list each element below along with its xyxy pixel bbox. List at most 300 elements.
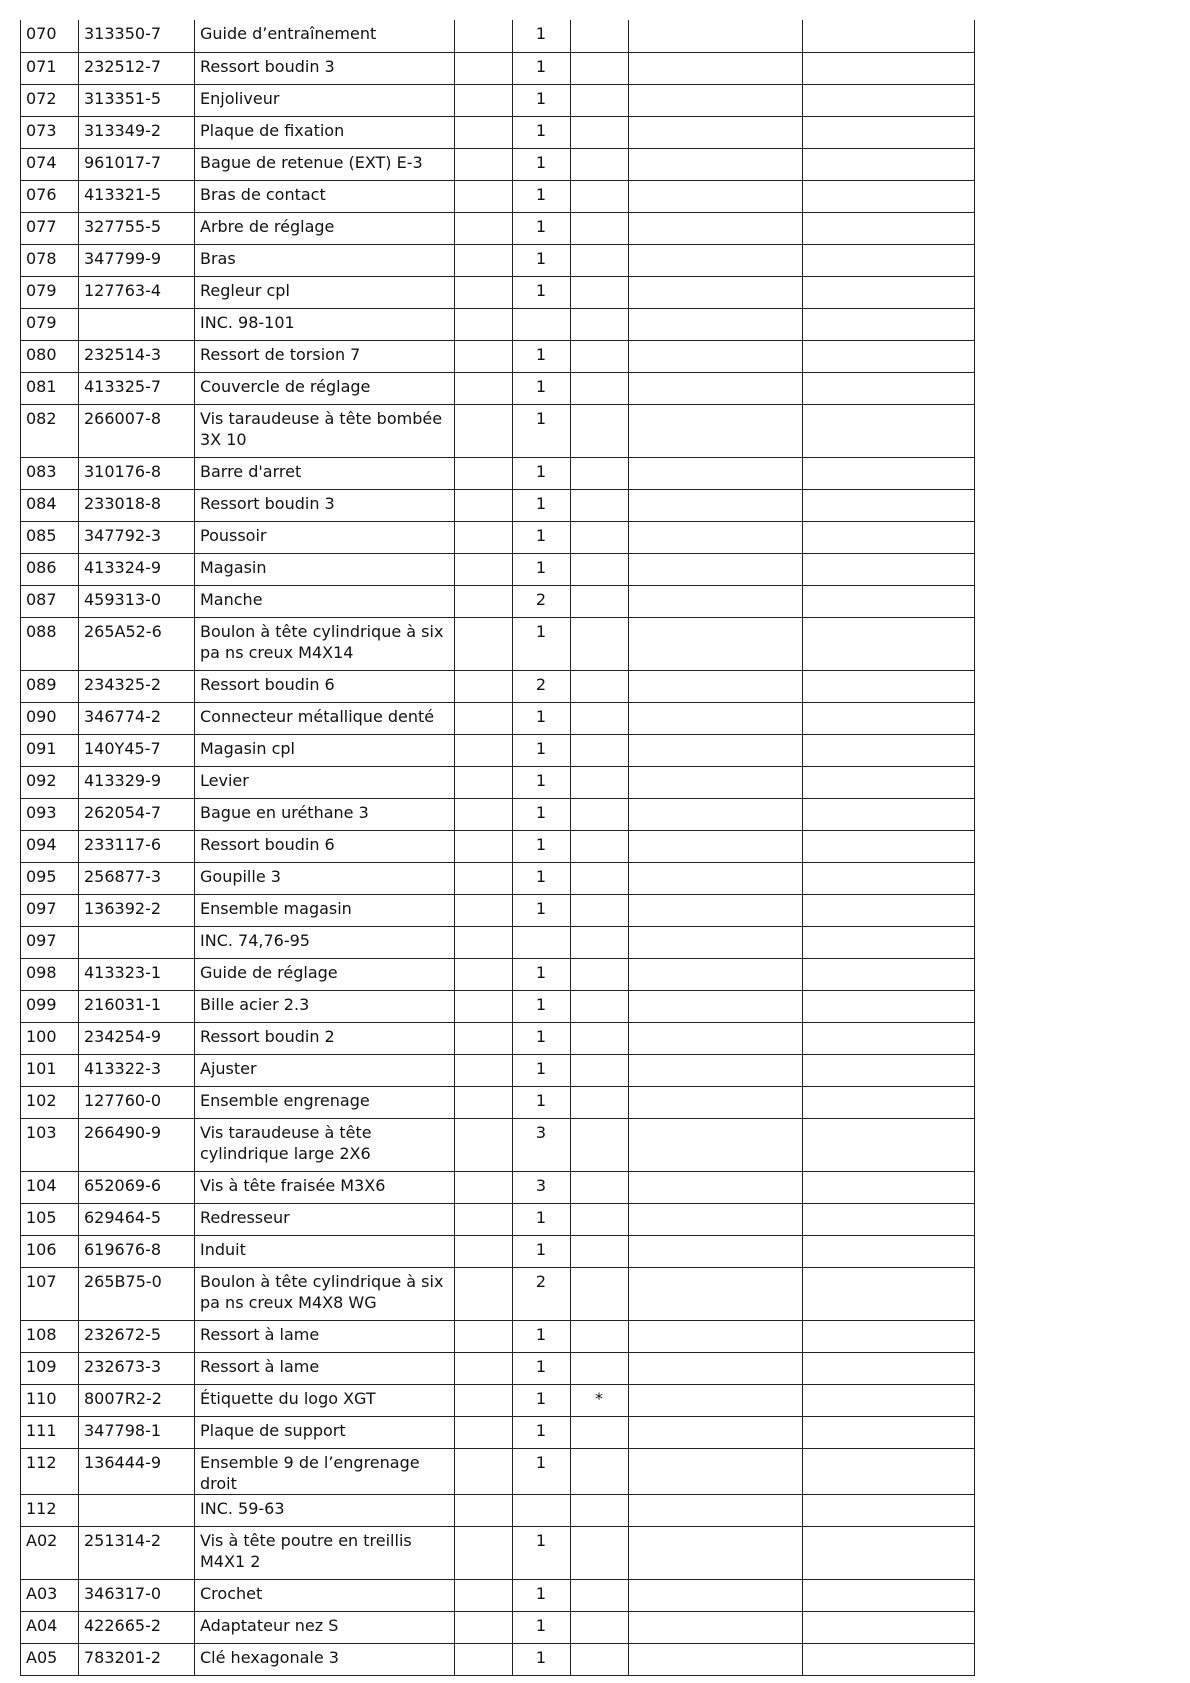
item-number-cell: A05 <box>21 1643 79 1675</box>
item-number-cell: 086 <box>21 553 79 585</box>
empty-cell <box>803 340 975 372</box>
empty-cell <box>629 1086 803 1118</box>
empty-cell <box>455 1416 513 1448</box>
table-row <box>21 553 975 585</box>
item-number-cell: 106 <box>21 1235 79 1267</box>
table-row <box>21 585 975 617</box>
item-number-cell: 089 <box>21 670 79 702</box>
quantity-cell: 1 <box>513 180 571 212</box>
item-number-cell: 091 <box>21 734 79 766</box>
part-number-cell: 347799-9 <box>79 244 195 276</box>
table-row <box>21 670 975 702</box>
description-cell: Ressort boudin 3 <box>195 489 455 521</box>
empty-cell <box>455 1448 513 1494</box>
parts-table-body <box>21 20 975 1675</box>
description-cell: Vis à tête poutre en treillis M4X1 2 <box>195 1526 455 1579</box>
item-number-cell: 098 <box>21 958 79 990</box>
empty-cell <box>455 276 513 308</box>
empty-cell <box>455 798 513 830</box>
table-row <box>21 1171 975 1203</box>
empty-cell <box>803 489 975 521</box>
empty-cell <box>803 1611 975 1643</box>
description-cell: Arbre de réglage <box>195 212 455 244</box>
quantity-cell: 1 <box>513 1611 571 1643</box>
part-number-cell: 251314-2 <box>79 1526 195 1579</box>
quantity-cell: 1 <box>513 276 571 308</box>
description-cell: Ressort à lame <box>195 1352 455 1384</box>
item-number-cell: A02 <box>21 1526 79 1579</box>
description-cell: Bras de contact <box>195 180 455 212</box>
quantity-cell: 1 <box>513 830 571 862</box>
description-cell: Bille acier 2.3 <box>195 990 455 1022</box>
empty-cell <box>803 798 975 830</box>
item-number-cell: 097 <box>21 894 79 926</box>
empty-cell <box>629 1267 803 1320</box>
description-cell: Induit <box>195 1235 455 1267</box>
mark-cell <box>571 830 629 862</box>
part-number-cell: 127763-4 <box>79 276 195 308</box>
description-cell: Guide de réglage <box>195 958 455 990</box>
item-number-cell: 099 <box>21 990 79 1022</box>
table-row <box>21 457 975 489</box>
description-cell: Clé hexagonale 3 <box>195 1643 455 1675</box>
empty-cell <box>803 20 975 52</box>
empty-cell <box>803 148 975 180</box>
empty-cell <box>455 52 513 84</box>
empty-cell <box>629 212 803 244</box>
part-number-cell: 262054-7 <box>79 798 195 830</box>
item-number-cell: 090 <box>21 702 79 734</box>
item-number-cell: 070 <box>21 20 79 52</box>
empty-cell <box>629 1320 803 1352</box>
empty-cell <box>629 617 803 670</box>
empty-cell <box>455 894 513 926</box>
item-number-cell: 110 <box>21 1384 79 1416</box>
empty-cell <box>629 372 803 404</box>
empty-cell <box>803 990 975 1022</box>
table-row <box>21 1118 975 1171</box>
mark-cell <box>571 148 629 180</box>
empty-cell <box>629 1448 803 1494</box>
empty-cell <box>803 212 975 244</box>
description-cell: Ressort boudin 6 <box>195 830 455 862</box>
item-number-cell: 094 <box>21 830 79 862</box>
part-number-cell: 347792-3 <box>79 521 195 553</box>
empty-cell <box>803 1203 975 1235</box>
empty-cell <box>455 958 513 990</box>
empty-cell <box>629 1526 803 1579</box>
description-cell: Magasin cpl <box>195 734 455 766</box>
quantity-cell: 1 <box>513 372 571 404</box>
part-number-cell: 459313-0 <box>79 585 195 617</box>
item-number-cell: 080 <box>21 340 79 372</box>
quantity-cell: 1 <box>513 116 571 148</box>
empty-cell <box>629 1171 803 1203</box>
empty-cell <box>803 585 975 617</box>
quantity-cell <box>513 926 571 958</box>
table-row <box>21 308 975 340</box>
part-number-cell: 313351-5 <box>79 84 195 116</box>
description-cell: Ajuster <box>195 1054 455 1086</box>
empty-cell <box>455 585 513 617</box>
description-cell: Enjoliveur <box>195 84 455 116</box>
empty-cell <box>455 148 513 180</box>
table-row <box>21 1022 975 1054</box>
empty-cell <box>803 1643 975 1675</box>
empty-cell <box>455 1526 513 1579</box>
quantity-cell: 1 <box>513 766 571 798</box>
quantity-cell: 1 <box>513 244 571 276</box>
empty-cell <box>629 84 803 116</box>
part-number-cell: 413322-3 <box>79 1054 195 1086</box>
part-number-cell: 232673-3 <box>79 1352 195 1384</box>
part-number-cell: 313349-2 <box>79 116 195 148</box>
empty-cell <box>629 1494 803 1526</box>
part-number-cell: 265A52-6 <box>79 617 195 670</box>
table-row <box>21 148 975 180</box>
part-number-cell: 310176-8 <box>79 457 195 489</box>
quantity-cell: 1 <box>513 1086 571 1118</box>
empty-cell <box>803 958 975 990</box>
empty-cell <box>803 734 975 766</box>
description-cell: Goupille 3 <box>195 862 455 894</box>
empty-cell <box>803 457 975 489</box>
part-number-cell: 629464-5 <box>79 1203 195 1235</box>
item-number-cell: 076 <box>21 180 79 212</box>
mark-cell <box>571 1171 629 1203</box>
description-cell: Ressort boudin 2 <box>195 1022 455 1054</box>
part-number-cell: 413325-7 <box>79 372 195 404</box>
description-cell: Connecteur métallique denté <box>195 702 455 734</box>
description-cell: Couvercle de réglage <box>195 372 455 404</box>
description-cell: Ressort à lame <box>195 1320 455 1352</box>
mark-cell <box>571 180 629 212</box>
empty-cell <box>629 1118 803 1171</box>
description-cell: Étiquette du logo XGT <box>195 1384 455 1416</box>
part-number-cell: 619676-8 <box>79 1235 195 1267</box>
item-number-cell: 078 <box>21 244 79 276</box>
part-number-cell: 232672-5 <box>79 1320 195 1352</box>
empty-cell <box>629 798 803 830</box>
mark-cell <box>571 521 629 553</box>
quantity-cell: 1 <box>513 457 571 489</box>
item-number-cell: 082 <box>21 404 79 457</box>
quantity-cell: 2 <box>513 670 571 702</box>
empty-cell <box>803 1320 975 1352</box>
item-number-cell: 085 <box>21 521 79 553</box>
empty-cell <box>629 244 803 276</box>
mark-cell <box>571 116 629 148</box>
empty-cell <box>629 521 803 553</box>
item-number-cell: 107 <box>21 1267 79 1320</box>
table-row <box>21 1054 975 1086</box>
empty-cell <box>455 1579 513 1611</box>
empty-cell <box>803 1235 975 1267</box>
mark-cell <box>571 1022 629 1054</box>
table-row <box>21 1267 975 1320</box>
item-number-cell: 074 <box>21 148 79 180</box>
description-cell: Ensemble 9 de l’engrenage droit <box>195 1448 455 1494</box>
empty-cell <box>629 276 803 308</box>
empty-cell <box>455 1235 513 1267</box>
part-number-cell: 233018-8 <box>79 489 195 521</box>
empty-cell <box>455 489 513 521</box>
table-row <box>21 52 975 84</box>
mark-cell <box>571 1579 629 1611</box>
quantity-cell: 1 <box>513 404 571 457</box>
item-number-cell: 073 <box>21 116 79 148</box>
empty-cell <box>455 20 513 52</box>
empty-cell <box>455 244 513 276</box>
item-number-cell: 079 <box>21 276 79 308</box>
empty-cell <box>803 766 975 798</box>
table-row <box>21 734 975 766</box>
quantity-cell: 1 <box>513 1643 571 1675</box>
empty-cell <box>629 585 803 617</box>
quantity-cell: 1 <box>513 798 571 830</box>
part-number-cell <box>79 308 195 340</box>
quantity-cell: 1 <box>513 1448 571 1494</box>
mark-cell <box>571 1320 629 1352</box>
table-row <box>21 212 975 244</box>
table-row <box>21 372 975 404</box>
table-row <box>21 340 975 372</box>
quantity-cell: 1 <box>513 521 571 553</box>
part-number-cell: 413329-9 <box>79 766 195 798</box>
empty-cell <box>803 1171 975 1203</box>
empty-cell <box>455 212 513 244</box>
empty-cell <box>455 1118 513 1171</box>
empty-cell <box>455 670 513 702</box>
mark-cell <box>571 276 629 308</box>
part-number-cell: 232512-7 <box>79 52 195 84</box>
quantity-cell: 1 <box>513 1526 571 1579</box>
empty-cell <box>803 372 975 404</box>
item-number-cell: 072 <box>21 84 79 116</box>
empty-cell <box>629 702 803 734</box>
mark-cell <box>571 1448 629 1494</box>
mark-cell <box>571 585 629 617</box>
part-number-cell: 216031-1 <box>79 990 195 1022</box>
description-cell: Bague en uréthane 3 <box>195 798 455 830</box>
quantity-cell: 1 <box>513 862 571 894</box>
item-number-cell: 109 <box>21 1352 79 1384</box>
empty-cell <box>455 830 513 862</box>
empty-cell <box>629 52 803 84</box>
table-row <box>21 894 975 926</box>
item-number-cell: 084 <box>21 489 79 521</box>
part-number-cell: 327755-5 <box>79 212 195 244</box>
description-cell: Vis taraudeuse à tête cylindrique large 2X6 <box>195 1118 455 1171</box>
part-number-cell <box>79 926 195 958</box>
quantity-cell: 1 <box>513 1579 571 1611</box>
empty-cell <box>629 116 803 148</box>
empty-cell <box>455 180 513 212</box>
part-number-cell: 8007R2-2 <box>79 1384 195 1416</box>
table-row <box>21 1235 975 1267</box>
table-row <box>21 276 975 308</box>
item-number-cell: 108 <box>21 1320 79 1352</box>
empty-cell <box>455 1022 513 1054</box>
table-row <box>21 116 975 148</box>
quantity-cell <box>513 308 571 340</box>
table-row <box>21 180 975 212</box>
empty-cell <box>803 830 975 862</box>
quantity-cell: 1 <box>513 734 571 766</box>
mark-cell <box>571 766 629 798</box>
empty-cell <box>629 340 803 372</box>
mark-cell <box>571 20 629 52</box>
item-number-cell: 087 <box>21 585 79 617</box>
mark-cell <box>571 1086 629 1118</box>
empty-cell <box>803 52 975 84</box>
empty-cell <box>803 1526 975 1579</box>
quantity-cell: 1 <box>513 1384 571 1416</box>
empty-cell <box>803 1022 975 1054</box>
empty-cell <box>803 926 975 958</box>
quantity-cell: 1 <box>513 148 571 180</box>
empty-cell <box>455 404 513 457</box>
empty-cell <box>455 372 513 404</box>
description-cell: Crochet <box>195 1579 455 1611</box>
mark-cell <box>571 1118 629 1171</box>
empty-cell <box>629 1579 803 1611</box>
table-row <box>21 862 975 894</box>
empty-cell <box>629 1352 803 1384</box>
table-row <box>21 1203 975 1235</box>
description-cell: INC. 59-63 <box>195 1494 455 1526</box>
mark-cell <box>571 617 629 670</box>
mark-cell <box>571 553 629 585</box>
empty-cell <box>629 404 803 457</box>
description-cell: Adaptateur nez S <box>195 1611 455 1643</box>
empty-cell <box>629 1611 803 1643</box>
part-number-cell: 140Y45-7 <box>79 734 195 766</box>
empty-cell <box>803 84 975 116</box>
table-row <box>21 1384 975 1416</box>
mark-cell <box>571 52 629 84</box>
empty-cell <box>629 180 803 212</box>
description-cell: INC. 98-101 <box>195 308 455 340</box>
item-number-cell: 079 <box>21 308 79 340</box>
quantity-cell: 1 <box>513 702 571 734</box>
empty-cell <box>629 148 803 180</box>
part-number-cell: 127760-0 <box>79 1086 195 1118</box>
part-number-cell: 652069-6 <box>79 1171 195 1203</box>
description-cell: Ressort boudin 6 <box>195 670 455 702</box>
table-row <box>21 489 975 521</box>
mark-cell <box>571 404 629 457</box>
empty-cell <box>629 958 803 990</box>
part-number-cell: 136444-9 <box>79 1448 195 1494</box>
empty-cell <box>803 553 975 585</box>
empty-cell <box>803 1579 975 1611</box>
table-row <box>21 20 975 52</box>
mark-cell <box>571 244 629 276</box>
mark-cell <box>571 1416 629 1448</box>
part-number-cell: 413323-1 <box>79 958 195 990</box>
part-number-cell: 413321-5 <box>79 180 195 212</box>
empty-cell <box>803 244 975 276</box>
empty-cell <box>629 489 803 521</box>
table-row <box>21 84 975 116</box>
mark-cell <box>571 926 629 958</box>
description-cell: Boulon à tête cylindrique à six pa ns creux M4X8 WG <box>195 1267 455 1320</box>
item-number-cell: 095 <box>21 862 79 894</box>
description-cell: Bague de retenue (EXT) E-3 <box>195 148 455 180</box>
empty-cell <box>803 894 975 926</box>
quantity-cell: 1 <box>513 894 571 926</box>
description-cell: Ressort boudin 3 <box>195 52 455 84</box>
empty-cell <box>629 830 803 862</box>
empty-cell <box>629 894 803 926</box>
item-number-cell: 101 <box>21 1054 79 1086</box>
empty-cell <box>455 553 513 585</box>
item-number-cell: 112 <box>21 1494 79 1526</box>
empty-cell <box>455 1267 513 1320</box>
description-cell: Bras <box>195 244 455 276</box>
empty-cell <box>803 1352 975 1384</box>
part-number-cell: 265B75-0 <box>79 1267 195 1320</box>
empty-cell <box>455 1086 513 1118</box>
empty-cell <box>629 1416 803 1448</box>
part-number-cell: 266007-8 <box>79 404 195 457</box>
quantity-cell: 2 <box>513 1267 571 1320</box>
mark-cell <box>571 798 629 830</box>
table-row <box>21 990 975 1022</box>
mark-cell <box>571 1267 629 1320</box>
empty-cell <box>455 617 513 670</box>
item-number-cell: 103 <box>21 1118 79 1171</box>
empty-cell <box>803 617 975 670</box>
parts-list-sheet <box>20 20 975 1676</box>
parts-table <box>20 20 975 1676</box>
empty-cell <box>803 862 975 894</box>
table-row <box>21 1611 975 1643</box>
description-cell: Plaque de support <box>195 1416 455 1448</box>
part-number-cell: 783201-2 <box>79 1643 195 1675</box>
mark-cell <box>571 1054 629 1086</box>
empty-cell <box>803 1086 975 1118</box>
mark-cell <box>571 1643 629 1675</box>
mark-cell <box>571 1494 629 1526</box>
table-row <box>21 1448 975 1494</box>
mark-cell <box>571 84 629 116</box>
description-cell: Ensemble engrenage <box>195 1086 455 1118</box>
part-number-cell: 136392-2 <box>79 894 195 926</box>
mark-cell <box>571 702 629 734</box>
part-number-cell <box>79 1494 195 1526</box>
table-row <box>21 702 975 734</box>
empty-cell <box>803 1054 975 1086</box>
empty-cell <box>803 276 975 308</box>
empty-cell <box>803 1494 975 1526</box>
empty-cell <box>455 1054 513 1086</box>
description-cell: Guide d’entraînement <box>195 20 455 52</box>
quantity-cell: 1 <box>513 20 571 52</box>
item-number-cell: 100 <box>21 1022 79 1054</box>
empty-cell <box>803 702 975 734</box>
item-number-cell: 083 <box>21 457 79 489</box>
empty-cell <box>455 308 513 340</box>
table-row <box>21 1579 975 1611</box>
empty-cell <box>455 1384 513 1416</box>
mark-cell <box>571 990 629 1022</box>
description-cell: INC. 74,76-95 <box>195 926 455 958</box>
empty-cell <box>455 116 513 148</box>
part-number-cell: 266490-9 <box>79 1118 195 1171</box>
mark-cell <box>571 1526 629 1579</box>
